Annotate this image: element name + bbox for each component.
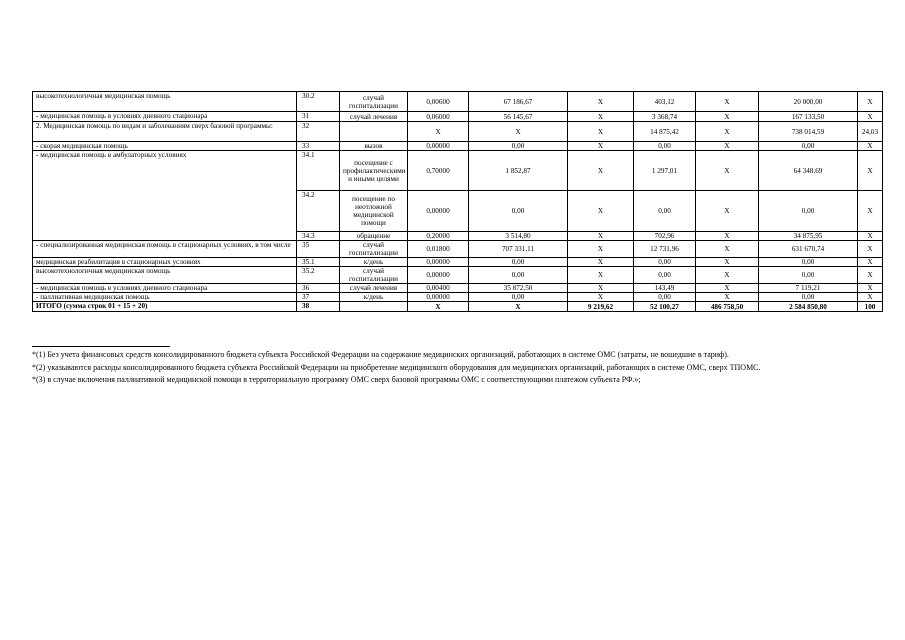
footnote-divider xyxy=(32,346,170,347)
row-value-1: 0,20000 xyxy=(408,232,469,241)
row-value-1: 0,00000 xyxy=(408,191,469,232)
row-value-4: 14 875,42 xyxy=(634,122,696,142)
row-value-7: X xyxy=(858,112,883,122)
row-name: 2. Медицинская помощь по видам и заболеваниям сверх базовой программы: xyxy=(33,122,297,142)
row-value-4: 12 731,96 xyxy=(634,241,696,258)
row-value-3: X xyxy=(568,112,634,122)
row-value-7: X xyxy=(858,191,883,232)
row-value-3: X xyxy=(568,267,634,284)
row-name: - медицинская помощь в амбулаторных условиях xyxy=(33,151,297,241)
row-value-1: 0,00600 xyxy=(408,92,469,112)
row-value-3: X xyxy=(568,284,634,293)
table-row xyxy=(33,122,883,142)
row-number: 36 xyxy=(297,284,340,293)
row-value-4: 0,00 xyxy=(634,293,696,302)
row-value-6: 631 670,74 xyxy=(759,241,858,258)
row-value-3: X xyxy=(568,122,634,142)
row-value-7: X xyxy=(858,284,883,293)
row-value-4: 143,49 xyxy=(634,284,696,293)
row-value-4: 0,00 xyxy=(634,191,696,232)
data-table xyxy=(32,91,883,312)
row-value-3: X xyxy=(568,232,634,241)
row-value-1: 0,70000 xyxy=(408,151,469,191)
row-value-3: X xyxy=(568,92,634,112)
row-value-6: 20 000,00 xyxy=(759,92,858,112)
row-value-6: 64 348,69 xyxy=(759,151,858,191)
row-name: - медицинская помощь в условиях дневного стационара xyxy=(33,284,297,293)
footnotes xyxy=(32,350,882,388)
row-value-6: 0,00 xyxy=(759,191,858,232)
row-value-2: 67 186,67 xyxy=(469,92,568,112)
row-value-3: X xyxy=(568,293,634,302)
row-value-5: X xyxy=(696,293,759,302)
row-value-5: X xyxy=(696,267,759,284)
row-value-1: X xyxy=(408,302,469,312)
row-value-2: X xyxy=(469,122,568,142)
row-value-6: 2 584 850,80 xyxy=(759,302,858,312)
row-unit: к/день xyxy=(340,293,408,302)
row-value-5: X xyxy=(696,92,759,112)
row-value-5: X xyxy=(696,232,759,241)
row-number: 35.2 xyxy=(297,267,340,284)
row-value-5: X xyxy=(696,122,759,142)
row-unit: случай лечения xyxy=(340,284,408,293)
table-row xyxy=(33,151,883,191)
row-number: 31 xyxy=(297,112,340,122)
row-value-1: 0,00000 xyxy=(408,267,469,284)
row-value-4: 0,00 xyxy=(634,267,696,284)
row-unit: случай госпитализации xyxy=(340,267,408,284)
row-value-1: 0,00400 xyxy=(408,284,469,293)
row-value-2: 0,00 xyxy=(469,267,568,284)
row-number: 34.3 xyxy=(297,232,340,241)
row-value-7: X xyxy=(858,151,883,191)
row-value-5: X xyxy=(696,284,759,293)
row-unit: обращение xyxy=(340,232,408,241)
row-number: 35.1 xyxy=(297,258,340,267)
row-value-1: 0,00000 xyxy=(408,142,469,151)
table-row xyxy=(33,258,883,267)
row-value-6: 0,00 xyxy=(759,142,858,151)
row-unit: случай лечения xyxy=(340,112,408,122)
row-unit xyxy=(340,122,408,142)
row-value-6: 34 875,95 xyxy=(759,232,858,241)
row-value-4: 3 368,74 xyxy=(634,112,696,122)
table-row xyxy=(33,142,883,151)
row-unit: случай госпитализации xyxy=(340,241,408,258)
row-value-4: 0,00 xyxy=(634,258,696,267)
row-unit xyxy=(340,302,408,312)
table-row xyxy=(33,284,883,293)
row-number: 30.2 xyxy=(297,92,340,112)
table-row xyxy=(33,112,883,122)
row-value-4: 403,12 xyxy=(634,92,696,112)
row-value-3: X xyxy=(568,151,634,191)
row-unit: посещение с профилактическими и иными целями xyxy=(340,151,408,191)
row-value-4: 0,00 xyxy=(634,142,696,151)
row-value-5: X xyxy=(696,258,759,267)
row-value-3: X xyxy=(568,258,634,267)
row-name: - скорая медицинская помощь xyxy=(33,142,297,151)
row-value-2: 0,00 xyxy=(469,142,568,151)
row-name: высокотехнологичная медицинская помощь xyxy=(33,267,297,284)
row-number: 37 xyxy=(297,293,340,302)
row-value-1: 0,06000 xyxy=(408,112,469,122)
row-value-6: 738 014,59 xyxy=(759,122,858,142)
row-value-7: 24,03 xyxy=(858,122,883,142)
row-unit: случай госпитализации xyxy=(340,92,408,112)
row-value-2: 3 514,80 xyxy=(469,232,568,241)
row-value-7: X xyxy=(858,258,883,267)
row-name: - специализированная медицинская помощь в стационарных условиях, в том числе xyxy=(33,241,297,258)
row-value-2: 1 852,87 xyxy=(469,151,568,191)
row-value-3: X xyxy=(568,241,634,258)
row-value-5: 486 758,50 xyxy=(696,302,759,312)
row-value-2: 56 145,67 xyxy=(469,112,568,122)
table-row xyxy=(33,293,883,302)
row-value-3: X xyxy=(568,191,634,232)
row-value-4: 702,96 xyxy=(634,232,696,241)
row-number: 34.2 xyxy=(297,191,340,232)
row-number: 34.1 xyxy=(297,151,340,191)
row-value-5: X xyxy=(696,151,759,191)
row-unit: вызов xyxy=(340,142,408,151)
row-value-2: 707 331,11 xyxy=(469,241,568,258)
row-number: 35 xyxy=(297,241,340,258)
row-value-5: X xyxy=(696,241,759,258)
row-value-5: X xyxy=(696,191,759,232)
row-value-7: 100 xyxy=(858,302,883,312)
row-value-5: X xyxy=(696,142,759,151)
row-name: медицинская реабилитация в стационарных условиях xyxy=(33,258,297,267)
row-value-1: 0,01800 xyxy=(408,241,469,258)
row-value-7: X xyxy=(858,267,883,284)
row-value-4: 1 297,01 xyxy=(634,151,696,191)
footnote-2: *(2) указываются расходы консолидированного бюджета субъекта Российской Федерации на приобретение медицинского оборудования для медицинских организаций, работающих в системе ОМС, сверх ТПОМС. xyxy=(32,362,761,372)
footnote-3: *(3) в случае включения паллиативной медицинской помощи в территориальную программу ОМС сверх базовой программы ОМС с соответствующими платежом субъекта РФ.»; xyxy=(32,375,641,384)
row-number: 32 xyxy=(297,122,340,142)
row-unit: посещение по неотложной медицинской помощи xyxy=(340,191,408,232)
row-value-7: X xyxy=(858,142,883,151)
table-row xyxy=(33,267,883,284)
row-number: 33 xyxy=(297,142,340,151)
row-value-2: X xyxy=(469,302,568,312)
row-value-7: X xyxy=(858,241,883,258)
row-value-5: X xyxy=(696,112,759,122)
row-value-6: 0,00 xyxy=(759,293,858,302)
row-value-3: 9 219,62 xyxy=(568,302,634,312)
row-value-1: X xyxy=(408,122,469,142)
row-value-2: 0,00 xyxy=(469,293,568,302)
row-value-3: X xyxy=(568,142,634,151)
footnote-1: *(1) Без учета финансовых средств консолидированного бюджета субъекта Российской Федерации на содержание медицинских организаций, работающих в системе ОМС (затраты, не вошедшие в тариф). xyxy=(32,350,729,359)
row-name: - паллиативная медицинская помощь xyxy=(33,293,297,302)
row-value-7: X xyxy=(858,232,883,241)
row-value-2: 0,00 xyxy=(469,258,568,267)
row-number: 38 xyxy=(297,302,340,312)
total-row xyxy=(33,302,883,312)
row-value-1: 0,00000 xyxy=(408,258,469,267)
row-value-6: 0,00 xyxy=(759,267,858,284)
row-name: высокотехнологичная медицинская помощь xyxy=(33,92,297,112)
row-value-2: 35 872,50 xyxy=(469,284,568,293)
row-value-1: 0,00000 xyxy=(408,293,469,302)
row-value-7: X xyxy=(858,92,883,112)
table-row xyxy=(33,92,883,112)
row-value-6: 167 133,50 xyxy=(759,112,858,122)
row-value-6: 7 119,21 xyxy=(759,284,858,293)
row-value-6: 0,00 xyxy=(759,258,858,267)
row-name: ИТОГО (сумма строк 01 + 15 + 20) xyxy=(33,302,297,312)
row-unit: к/день xyxy=(340,258,408,267)
row-value-4: 52 100,27 xyxy=(634,302,696,312)
row-name: - медицинская помощь в условиях дневного стационара xyxy=(33,112,297,122)
row-value-7: X xyxy=(858,293,883,302)
table-row xyxy=(33,241,883,258)
row-value-2: 0,00 xyxy=(469,191,568,232)
